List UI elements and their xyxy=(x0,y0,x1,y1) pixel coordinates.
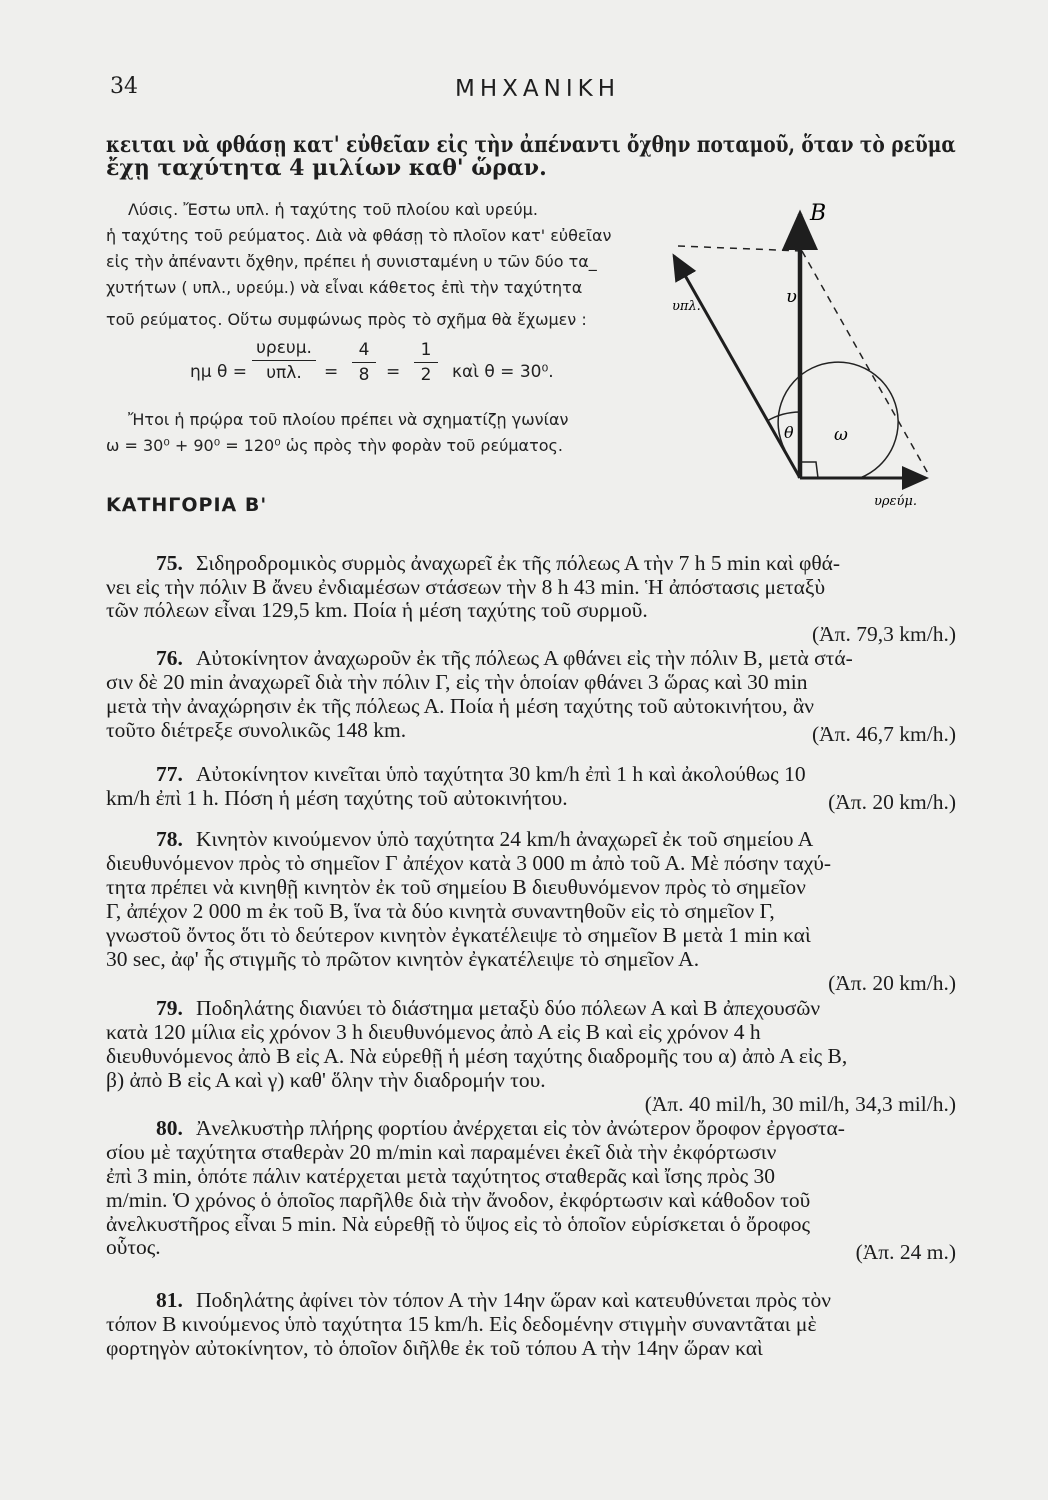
problem-line: β) ἀπὸ Β εἰς Α καὶ γ) καθ' ὅλην τὴν διαδρομήν του. xyxy=(106,1068,546,1092)
page-number: 34 xyxy=(110,74,138,99)
angle-theta-arc xyxy=(767,412,800,421)
problem-line: φορτηγὸν αὐτοκίνητον, τὸ ὁποῖον διῆλθε ἐκ τοῦ τόπου Α τὴν 14ην ὥραν καὶ xyxy=(106,1336,763,1360)
answer: (Ἀπ. 24 m.) xyxy=(855,1240,956,1264)
label-B: B xyxy=(810,201,827,226)
problem-line: Σιδηροδρομικὸς συρμὸς ἀναχωρεῖ ἐκ τῆς πόλεως Α τὴν 7 h 5 min καὶ φθά- xyxy=(196,551,841,575)
dashed-top-line xyxy=(678,246,802,251)
problem-line: Γ, ἀπέχον 2 000 m ἐκ τοῦ Β, ἵνα τὰ δύο κινητὰ συναντηθοῦν εἰς τὸ σημεῖον Γ, xyxy=(106,899,775,923)
problem-line: σίου μὲ ταχύτητα σταθερὰν 20 m/min καὶ παραμένει ἐκεῖ διὰ τὴν ἐκφόρτωσιν xyxy=(106,1140,777,1164)
label-v-current: υρεύμ. xyxy=(874,494,918,509)
problem-number: 77. xyxy=(156,762,183,786)
fraction-denominator: υπλ. xyxy=(266,363,302,383)
problem-line: km/h ἐπὶ 1 h. Πόση ἡ μέση ταχύτης τοῦ αὐτοκινήτου. xyxy=(106,786,568,810)
problem-line: τητα πρέπει νὰ κινηθῇ κινητὸν ἐκ τοῦ σημείου Β διευθυνόμενον πρὸς τὸ σημεῖον xyxy=(106,875,806,899)
problem-line: Αὐτοκίνητον κινεῖται ὑπὸ ταχύτητα 30 km/h ἐπὶ 1 h καὶ ἀκολούθως 10 xyxy=(196,762,806,786)
fraction-1-2 xyxy=(414,340,438,385)
angle-omega-arc xyxy=(778,362,898,478)
answer: (Ἀπ. 46,7 km/h.) xyxy=(811,722,956,746)
equals-sign: = xyxy=(324,362,339,382)
problem-line: ἀνελκυστῆρος εἶναι 5 min. Νὰ εὑρεθῇ τὸ ὕψος εἰς τὸ ὁποῖον εὑρίσκεται ὁ ὄροφος xyxy=(106,1212,811,1236)
problem-line: νει εἰς τὴν πόλιν Β ἄνευ ἐνδιαμέσων στάσεων τὴν 8 h 43 min. Ἡ ἀπόστασις μεταξὺ xyxy=(106,575,826,599)
answer: (Ἀπ. 20 km/h.) xyxy=(828,971,956,995)
problem-line: τοῦτο διέτρεξε συνολικῶς 148 km. xyxy=(106,718,407,742)
fraction-numerator: 4 xyxy=(358,340,370,360)
problem-line: Ποδηλάτης διανύει τὸ διάστημα μεταξὺ δύο πόλεων Α καὶ Β ἀπεχουσῶν xyxy=(196,996,821,1020)
problem-number: 75. xyxy=(156,551,183,575)
running-title: ΜΗΧΑΝΙΚΗ xyxy=(455,76,620,102)
fraction-4-8 xyxy=(352,340,376,385)
problem-line: διευθυνόμενος ἀπὸ Β εἰς Α. Νὰ εὑρεθῇ ἡ μέση ταχύτης διαδρομῆς του α) ἀπὸ Α εἰς Β, xyxy=(106,1044,848,1068)
formula-lhs: ημ θ = xyxy=(190,362,248,382)
solution-line: εἰς τὴν ἀπέναντι ὄχθην, πρέπει ἡ συνισταμένη υ τῶν δύο τα_ xyxy=(106,252,597,271)
solution-after-line: ω = 30⁰ + 90⁰ = 120⁰ ὡς πρὸς τὴν φορὰν τοῦ ρεύματος. xyxy=(106,436,563,455)
problem-line: μετὰ τὴν ἀναχώρησιν ἐκ τῆς πόλεως Α. Ποία ἡ μέση ταχύτης τοῦ αὐτοκινήτου, ἂν xyxy=(106,694,814,718)
label-v-boat: υπλ. xyxy=(672,299,701,314)
problem-number: 81. xyxy=(156,1288,183,1312)
label-v: υ xyxy=(786,286,797,307)
problem-line: τῶν πόλεων εἶναι 129,5 km. Ποία ἡ μέση ταχύτης τοῦ συρμοῦ. xyxy=(106,598,648,622)
problem-line: διευθυνόμενον πρὸς τὸ σημεῖον Γ ἀπέχον κατὰ 3 000 m ἀπὸ τοῦ Α. Μὲ πόσην ταχύ- xyxy=(106,851,832,875)
problem-line: Ἀνελκυστὴρ πλήρης φορτίου ἀνέρχεται εἰς τὸν ἀνώτερον ὄροφον ἐργοστα- xyxy=(196,1116,845,1140)
problem-number: 80. xyxy=(156,1116,183,1140)
problem-line: τόπον Β κινούμενος ὑπὸ ταχύτητα 15 km/h. Εἰς δεδομένην στιγμὴν συναντᾶται μὲ xyxy=(106,1312,817,1336)
fraction-denominator: 8 xyxy=(358,365,370,385)
fraction-numerator: 1 xyxy=(420,340,432,360)
problem-number: 78. xyxy=(156,827,183,851)
boat-velocity-vector xyxy=(674,256,800,478)
problem-line: m/min. Ὁ χρόνος ὁ ὁποῖος παρῆλθε διὰ τὴν ἄνοδον, ἐκφόρτωσιν καὶ κάθοδον τοῦ xyxy=(106,1188,811,1212)
problem-line: σιν δὲ 20 min ἀναχωρεῖ διὰ τὴν πόλιν Γ, εἰς τὴν ὁποίαν φθάνει 3 ὥρας καὶ 30 min xyxy=(106,670,808,694)
equals-sign: = xyxy=(386,362,401,382)
intro-line-2: ἔχῃ ταχύτητα 4 μιλίων καθ' ὥραν. xyxy=(106,155,547,181)
formula-tail: καὶ θ = 30⁰. xyxy=(452,362,554,382)
answer: (Ἀπ. 40 mil/h, 30 mil/h, 34,3 mil/h.) xyxy=(644,1092,956,1116)
problem-line: γνωστοῦ ὄντος ὅτι τὸ δεύτερον κινητὸν ἐγκατέλειψε τὸ σημεῖον Β μετὰ 1 min καὶ xyxy=(106,923,811,947)
problem-line: κατὰ 120 μίλια εἰς χρόνον 3 h διευθυνόμενος ἀπὸ Α εἰς Β καὶ εἰς χρόνον 4 h xyxy=(106,1020,761,1044)
right-angle-mark xyxy=(800,462,818,478)
answer: (Ἀπ. 79,3 km/h.) xyxy=(811,622,956,646)
fraction-denominator: 2 xyxy=(420,365,432,385)
problem-line: οὗτος. xyxy=(106,1235,161,1259)
category-heading: ΚΑΤΗΓΟΡΙΑ Β' xyxy=(106,494,268,516)
label-omega: ω xyxy=(834,425,848,445)
problem-line: 30 sec, ἀφ' ἧς στιγμῆς τὸ πρῶτον κινητὸν ἐγκατέλειψε τὸ σημεῖον Α. xyxy=(106,947,700,971)
velocity-diagram xyxy=(660,190,950,520)
fraction-velocity xyxy=(252,338,316,383)
fraction-numerator: υρευμ. xyxy=(256,338,312,358)
problem-number: 76. xyxy=(156,646,183,670)
label-theta: θ xyxy=(784,423,794,442)
problem-line: Αὐτοκίνητον ἀναχωροῦν ἐκ τῆς πόλεως Α φθάνει εἰς τὴν πόλιν Β, μετὰ στά- xyxy=(196,646,853,670)
problem-line: Κινητὸν κινούμενον ὑπὸ ταχύτητα 24 km/h ἀναχωρεῖ ἐκ τοῦ σημείου Α xyxy=(196,827,814,851)
problem-line: ἐπὶ 3 min, ὁπότε πάλιν κατέρχεται μετὰ ταχύτητος σταθερᾶς καὶ ἴσης πρὸς 30 xyxy=(106,1164,775,1188)
solution-line: ἡ ταχύτης τοῦ ρεύματος. Διὰ νὰ φθάσῃ τὸ πλοῖον κατ' εὐθεῖαν xyxy=(106,226,612,245)
solution-line: χυτήτων ( υπλ., υρεύμ.) νὰ εἶναι κάθετος ἐπὶ τὴν ταχύτητα xyxy=(106,278,583,297)
intro-line-1: κειται νὰ φθάσῃ κατ' εὐθεῖαν εἰς τὴν ἀπέναντι ὄχθην ποταμοῦ, ὅταν τὸ ρεῦμα xyxy=(106,132,956,158)
problem-line: Ποδηλάτης ἀφίνει τὸν τόπον Α τὴν 14ην ὥραν καὶ κατευθύνεται πρὸς τὸν xyxy=(196,1288,832,1312)
solution-after-line: Ἤτοι ἡ πρῴρα τοῦ πλοίου πρέπει νὰ σχηματίζῃ γωνίαν xyxy=(128,410,569,429)
answer: (Ἀπ. 20 km/h.) xyxy=(828,790,956,814)
solution-line: Λύσις. Ἔστω υπλ. ἡ ταχύτης τοῦ πλοίου καὶ υρεύμ. xyxy=(128,200,538,219)
solution-line: τοῦ ρεύματος. Οὕτω συμφώνως πρὸς τὸ σχῆμα θὰ ἔχωμεν : xyxy=(106,310,587,329)
problem-number: 79. xyxy=(156,996,183,1020)
